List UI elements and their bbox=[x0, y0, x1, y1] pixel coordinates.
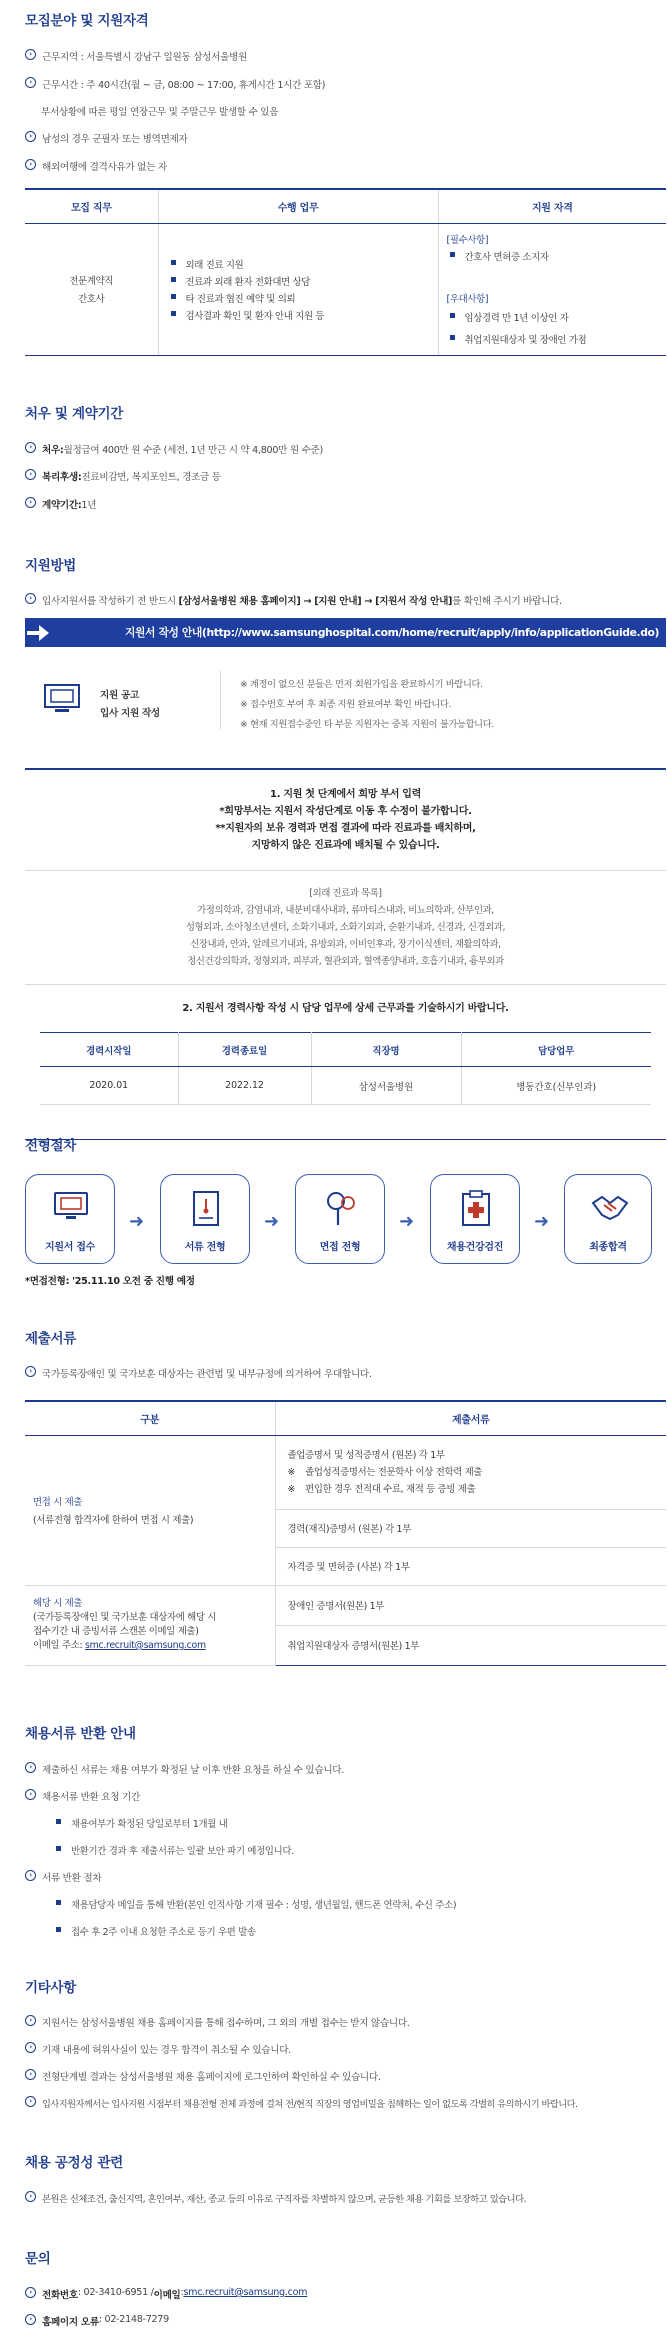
arrow-right-icon: ➜ bbox=[534, 1211, 550, 1232]
chevron-right-icon: › bbox=[25, 2314, 36, 2325]
interview-docs-cell: 면접 시 제출 (서류전형 합격자에 한하여 면접 시 제출) bbox=[25, 1435, 275, 1585]
return-sub: 채용여부가 확정된 당일로부터 1개월 내 bbox=[56, 1816, 648, 1830]
return-item-2: › 채용서류 반환 요청 기간 bbox=[25, 1789, 648, 1803]
return-sub: 반환기간 경과 후 제출서류는 일괄 보안 파기 예정입니다. bbox=[56, 1843, 648, 1857]
process-note: *면접전형: '25.11.10 오전 중 진행 예정 bbox=[25, 1276, 195, 1287]
arrow-right-icon: ➜ bbox=[129, 1211, 145, 1232]
contact-phone: › 전화번호 : 02-3410-6951 / 이메일 : smc.recruit@samsung.com bbox=[25, 2287, 648, 2301]
etc-title: 기타사항 bbox=[25, 1980, 76, 1996]
medical-clipboard-icon bbox=[456, 1189, 496, 1229]
recruit-title: 모집분야 및 지원자격 bbox=[25, 13, 149, 29]
etc-item: › 입사지원자께서는 입사지원 시점부터 채용전형 전체 과정에 걸쳐 전/현직 직장의 영업비밀을 침해하는 일이 없도록 각별히 유의하시기 바랍니다. bbox=[25, 2096, 648, 2110]
interview-icon bbox=[321, 1189, 361, 1229]
chevron-right-icon: › bbox=[25, 2069, 36, 2080]
chevron-right-icon: › bbox=[25, 442, 36, 453]
recruit-item-travel: › 해외여행에 결격사유가 없는 자 bbox=[25, 159, 648, 173]
requirement-cell: [필수사항] 간호사 면허증 소지자 [우대사항] 임상경력 만 1년 이상인 자 취업지원대상자 및 장애인 가점 bbox=[438, 223, 666, 355]
computer-icon bbox=[43, 683, 81, 715]
monitor-icon bbox=[51, 1189, 91, 1225]
chevron-right-icon: › bbox=[25, 2191, 36, 2202]
doc-veteran: 취업지원대상자 증명서(원본) 1부 bbox=[275, 1625, 666, 1665]
treatment-title: 처우 및 계약기간 bbox=[25, 406, 123, 422]
career-table: 경력시작일 경력종료일 직장명 담당업무 2020.01 2022.12 삼성서울병원 병동간호(신부인과) bbox=[40, 1032, 651, 1105]
pref-item: 임상경력 만 1년 이상인 자 bbox=[450, 310, 667, 324]
doc-graduation: 졸업증명서 및 성적증명서 (원본) 각 1부 ※ 졸업성적증명서는 전문학사 이상 전학력 제출 ※ 편입한 경우 전적대 수료, 재적 등 증빙 제출 bbox=[275, 1435, 666, 1509]
special-docs-cell: 해당 시 제출 (국가등록장애인 및 국가보훈 대상자에 해당 시 접수기간 내 증빙서류 스캔본 이메일 제출) 이메일 주소: smc.recruit@samsung.com bbox=[25, 1585, 275, 1665]
step1-block: 1. 지원 첫 단계에서 희망 부서 입력 *희망부서는 지원서 작성단계로 이동 후 수정이 불가합니다. **지원자의 보유 경력과 면접 결과에 따라 진료과를 배치하며, 지망하지 않은 진료과에 배치될 수 있습니다. bbox=[215, 789, 476, 851]
table-row: 2020.01 2022.12 삼성서울병원 병동간호(신부인과) bbox=[40, 1067, 651, 1105]
guide-notes: ※ 계정이 없으신 분들은 먼저 회원가입을 완료하시기 바랍니다. ※ 접수번호 부여 후 최종 지원 완료여부 확인 바랍니다. ※ 현재 지원접수중인 타 부문 지원자는 중복 지원이 불가능합니다. bbox=[240, 679, 494, 730]
doc-career: 경력(재직)증명서 (원본) 각 1부 bbox=[275, 1509, 666, 1547]
step-health-check: 채용건강검진 bbox=[430, 1174, 520, 1264]
apply-title: 지원방법 bbox=[25, 558, 76, 574]
chevron-right-icon: › bbox=[25, 2287, 36, 2298]
return-sub: 채용담당자 메일을 통해 반환(본인 인적사항 기재 필수 : 성명, 생년월일, 핸드폰 연락처, 수신 주소) bbox=[56, 1897, 648, 1911]
documents-title: 제출서류 bbox=[25, 1331, 76, 1347]
return-sub: 접수 후 2주 이내 요청한 주소로 등기 우편 발송 bbox=[56, 1924, 648, 1938]
duty-item: 검사결과 확인 및 환자 안내 지원 등 bbox=[171, 308, 438, 322]
fairness-title: 채용 공정성 관련 bbox=[25, 2155, 123, 2171]
req-item: 간호사 면허증 소지자 bbox=[450, 249, 667, 263]
dept-list: [외래 진료과 목록] 가정의학과, 감염내과, 내분비대사내과, 류마티스내과, 비뇨의학과, 산부인과, 성형외과, 소아청소년센터, 소화기내과, 소화기외과, 순환기내과, 신경과, 신경외과, 신장내과, 안과, 알레르기내과, 유방외과, 이비인후과, 장기이식센터, 재활의학과, 정신건강의학과, 정형외과, 피부과, 혈관외과, 혈액종양내과, 호흡기내과, 흉부외과 bbox=[185, 888, 506, 967]
recruit-table bbox=[25, 188, 666, 356]
etc-item: › 전형단계별 결과는 삼성서울병원 채용 홈페이지에 로그인하여 확인하실 수 있습니다. bbox=[25, 2069, 648, 2083]
arrow-right-icon: ➜ bbox=[264, 1211, 280, 1232]
treatment-item-salary: › 처우: 월정급여 400만 원 수준 (세전, 1년 만근 시 약 4,800만 원 수준) bbox=[25, 442, 648, 456]
step-application: 지원서 접수 bbox=[25, 1174, 115, 1264]
document-icon bbox=[186, 1189, 226, 1229]
step-interview: 면접 전형 bbox=[295, 1174, 385, 1264]
step2-title: 2. 지원서 경력사항 작성 시 담당 업무에 상세 근무과를 기술하시기 바랍니다. bbox=[182, 1003, 509, 1014]
header-duty: 수행 업무 bbox=[158, 189, 438, 223]
process-title: 전형절차 bbox=[25, 1138, 76, 1154]
arrow-right-icon: ➜ bbox=[399, 1211, 415, 1232]
contact-email-link[interactable]: smc.recruit@samsung.com bbox=[183, 2287, 308, 2298]
chevron-right-icon: › bbox=[25, 2015, 36, 2026]
etc-item: › 기재 내용에 허위사실이 있는 경우 합격이 취소될 수 있습니다. bbox=[25, 2042, 648, 2056]
doc-disability: 장애인 증명서(원본) 1부 bbox=[275, 1585, 666, 1625]
chevron-right-icon: › bbox=[25, 593, 36, 604]
chevron-right-icon: › bbox=[25, 1366, 36, 1377]
treatment-item-welfare: › 복리후생: 진료비감면, 복지포인트, 경조금 등 bbox=[25, 469, 648, 483]
header-job: 모집 직무 bbox=[25, 189, 158, 223]
documents-table: 구분 제출서류 면접 시 제출 (서류전형 합격자에 한하여 면접 시 제출) 졸업증명서 및 성적증명서 (원본) 각 1부 ※ 졸업성적증명서는 전문학사 이상 전학력 제출 ※ 편입한 경우 전적대 수료, 재적 등 증빙 제출 경력(재직)증명서 (원본) 각 1부 자격증 및 면허증 (사본) 각 1부 해당 시 제출 (국가등록장애인 및 국가보훈 대상자에 해당 시 접수기간 내 증빙서류 스캔본 이메일 제출) 이메일 주소: smc.recruit@samsung.com 장애인 증명서(원본) 1부 취업지원대상자 증명서(원본) 1부 bbox=[25, 1400, 666, 1666]
chevron-right-icon: › bbox=[25, 77, 36, 88]
return-item-3: › 서류 반환 절차 bbox=[25, 1870, 648, 1884]
job-cell: 전문계약직 간호사 bbox=[25, 223, 158, 355]
duty-cell bbox=[158, 223, 438, 355]
step-final: 최종합격 bbox=[564, 1174, 652, 1264]
chevron-right-icon: › bbox=[25, 159, 36, 170]
apply-detail-box bbox=[25, 768, 666, 1140]
chevron-right-icon: › bbox=[25, 131, 36, 142]
contact-homepage: › 홈페이지 오류 : 02-2148-7279 bbox=[25, 2314, 648, 2328]
email-link[interactable]: smc.recruit@samsung.com bbox=[85, 1640, 206, 1651]
treatment-item-period: › 계약기간: 1년 bbox=[25, 497, 648, 511]
recruit-item-hours: › 근무시간 : 주 40시간(월 ~ 금, 08:00 ~ 17:00, 휴게시간 1시간 포함) bbox=[25, 77, 648, 91]
chevron-right-icon: › bbox=[25, 497, 36, 508]
chevron-right-icon: › bbox=[25, 1762, 36, 1773]
chevron-right-icon: › bbox=[25, 1870, 36, 1881]
handshake-icon bbox=[590, 1189, 630, 1225]
return-title: 채용서류 반환 안내 bbox=[25, 1726, 136, 1742]
divider bbox=[220, 671, 221, 729]
apply-guide-link[interactable]: 지원서 작성 안내(http://www.samsunghospital.com/home/recruit/apply/info/applicationGuide.do) bbox=[25, 618, 666, 647]
chevron-right-icon: › bbox=[25, 469, 36, 480]
chevron-right-icon: › bbox=[25, 49, 36, 60]
step-document: 서류 전형 bbox=[160, 1174, 250, 1264]
fairness-item: › 본원은 신체조건, 출신지역, 혼인여부, 재산, 종교 등의 이유로 구직자를 차별하지 않으며, 균등한 채용 기회를 보장하고 있습니다. bbox=[25, 2191, 648, 2205]
return-item-1: › 제출하신 서류는 채용 여부가 확정된 날 이후 반환 요청을 하실 수 있습니다. bbox=[25, 1762, 648, 1776]
chevron-right-icon: › bbox=[25, 1789, 36, 1800]
etc-item: › 지원서는 삼성서울병원 채용 홈페이지를 통해 접수하며, 그 외의 개별 접수는 받지 않습니다. bbox=[25, 2015, 648, 2029]
recruit-item-military: › 남성의 경우 군필자 또는 병역면제자 bbox=[25, 131, 648, 145]
chevron-right-icon: › bbox=[25, 2042, 36, 2053]
apply-intro: › 입사지원서를 작성하기 전 반드시 [삼성서울병원 채용 홈페이지] → [지원 안내] → [지원서 작성 안내]를 확인해 주시기 바랍니다. bbox=[25, 593, 648, 607]
recruit-item-location: › 근무지역 : 서울특별시 강남구 일원동 삼성서울병원 bbox=[25, 49, 648, 63]
header-requirement: 지원 자격 bbox=[438, 189, 666, 223]
duty-item: 타 진료과 협진 예약 및 의뢰 bbox=[171, 291, 438, 305]
doc-license: 자격증 및 면허증 (사본) 각 1부 bbox=[275, 1547, 666, 1585]
pref-item: 취업지원대상자 및 장애인 가점 bbox=[450, 332, 667, 346]
arrow-right-icon bbox=[39, 625, 49, 641]
recruit-item-overtime: 부서상황에 따른 평일 연장근무 및 주말근무 발생할 수 있음 bbox=[41, 107, 279, 118]
guide-box bbox=[25, 665, 666, 735]
duty-item: 외래 진료 지원 bbox=[171, 257, 438, 271]
contact-title: 문의 bbox=[25, 2251, 51, 2267]
chevron-right-icon: › bbox=[25, 2096, 36, 2107]
duty-item: 진료과 외래 환자 전화대면 상담 bbox=[171, 274, 438, 288]
guide-label: 지원 공고 입사 지원 작성 bbox=[100, 690, 160, 719]
documents-intro: › 국가등록장애인 및 국가보훈 대상자는 관련법 및 내부규정에 의거하여 우대합니다. bbox=[25, 1366, 648, 1380]
